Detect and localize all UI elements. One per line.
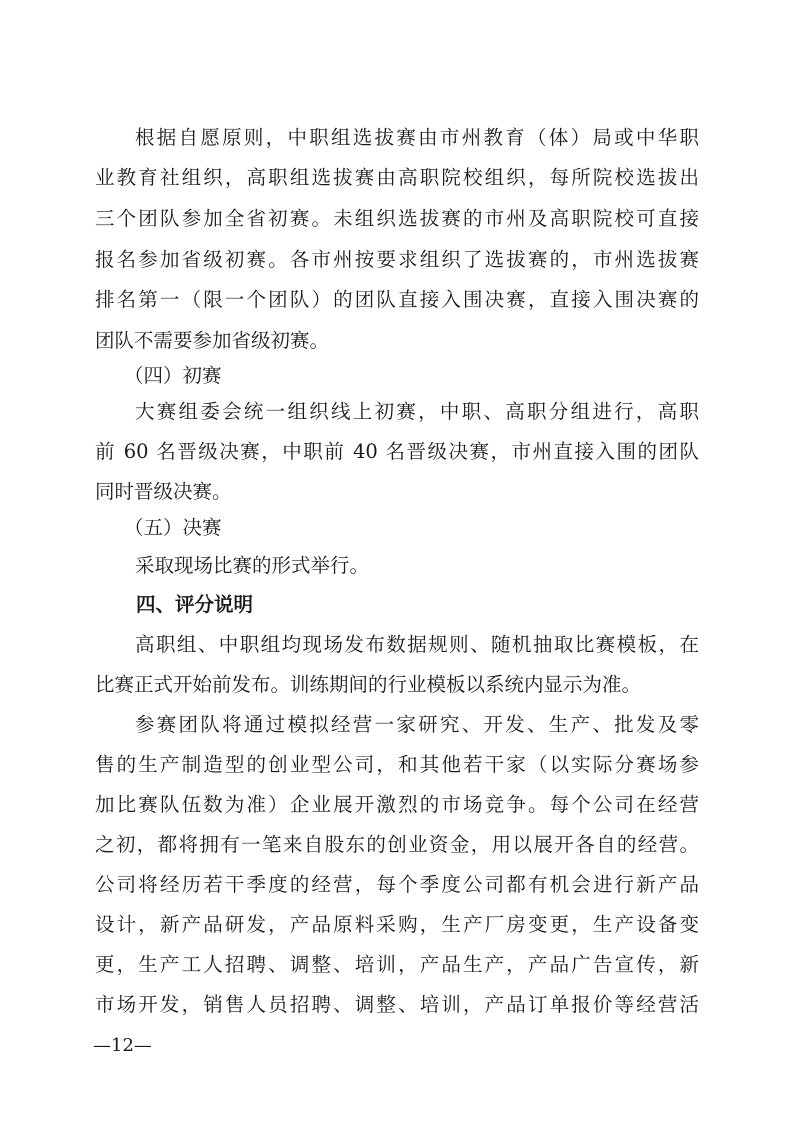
section-heading-scoring: 四、评分说明 — [136, 593, 254, 616]
paragraph-1-line-2: 业教育社组织，高职组选拔赛由高职院校组织，每所院校选拔出 — [95, 166, 699, 189]
paragraph-5-line-8: 市场开发，销售人员招聘、调整、培训，产品订单报价等经营活 — [95, 993, 699, 1016]
paragraph-1-line-6: 团队不需要参加省级初赛。 — [95, 329, 330, 352]
paragraph-5-line-5: 公司将经历若干季度的经营，每个季度公司都有机会进行新产品 — [95, 873, 699, 896]
subheading-final: （五）决赛 — [124, 516, 222, 539]
paragraph-2-line-1: 大赛组委会统一组织线上初赛，中职、高职分组进行，高职 — [135, 400, 699, 423]
subheading-preliminary: （四）初赛 — [124, 364, 222, 387]
paragraph-2-line-3: 同时晋级决赛。 — [95, 480, 232, 503]
paragraph-4-line-2: 比赛正式开始前发布。训练期间的行业模板以系统内显示为准。 — [95, 673, 642, 696]
paragraph-2-line-2: 前 60 名晋级决赛，中职前 40 名晋级决赛，市州直接入围的团队 — [95, 440, 699, 463]
paragraph-5-line-2: 售的生产制造型的创业型公司，和其他若干家（以实际分赛场参 — [95, 753, 699, 776]
paragraph-1-line-5: 排名第一（限一个团队）的团队直接入围决赛，直接入围决赛的 — [95, 288, 699, 311]
paragraph-1-line-4: 报名参加省级初赛。各市州按要求组织了选拔赛的，市州选拔赛 — [95, 248, 699, 271]
paragraph-3-line-1: 采取现场比赛的形式举行。 — [135, 554, 370, 577]
paragraph-5-line-4: 之初，都将拥有一笔来自股东的创业资金，用以展开各自的经营。 — [95, 833, 699, 856]
paragraph-5-line-1: 参赛团队将通过模拟经营一家研究、开发、生产、批发及零 — [135, 713, 699, 736]
paragraph-1-line-3: 三个团队参加全省初赛。未组织选拔赛的市州及高职院校可直接 — [95, 207, 699, 230]
paragraph-5-line-3: 加比赛队伍数为准）企业展开激烈的市场竞争。每个公司在经营 — [95, 793, 699, 816]
paragraph-1-line-1: 根据自愿原则，中职组选拔赛由市州教育（体）局或中华职 — [135, 126, 699, 149]
paragraph-5-line-6: 设计，新产品研发，产品原料采购，生产厂房变更，生产设备变 — [95, 913, 699, 936]
paragraph-5-line-7: 更，生产工人招聘、调整、培训，产品生产，产品广告宣传，新 — [95, 953, 699, 976]
paragraph-4-line-1: 高职组、中职组均现场发布数据规则、随机抽取比赛模板，在 — [135, 633, 699, 656]
page-number: —12— — [93, 1035, 152, 1056]
